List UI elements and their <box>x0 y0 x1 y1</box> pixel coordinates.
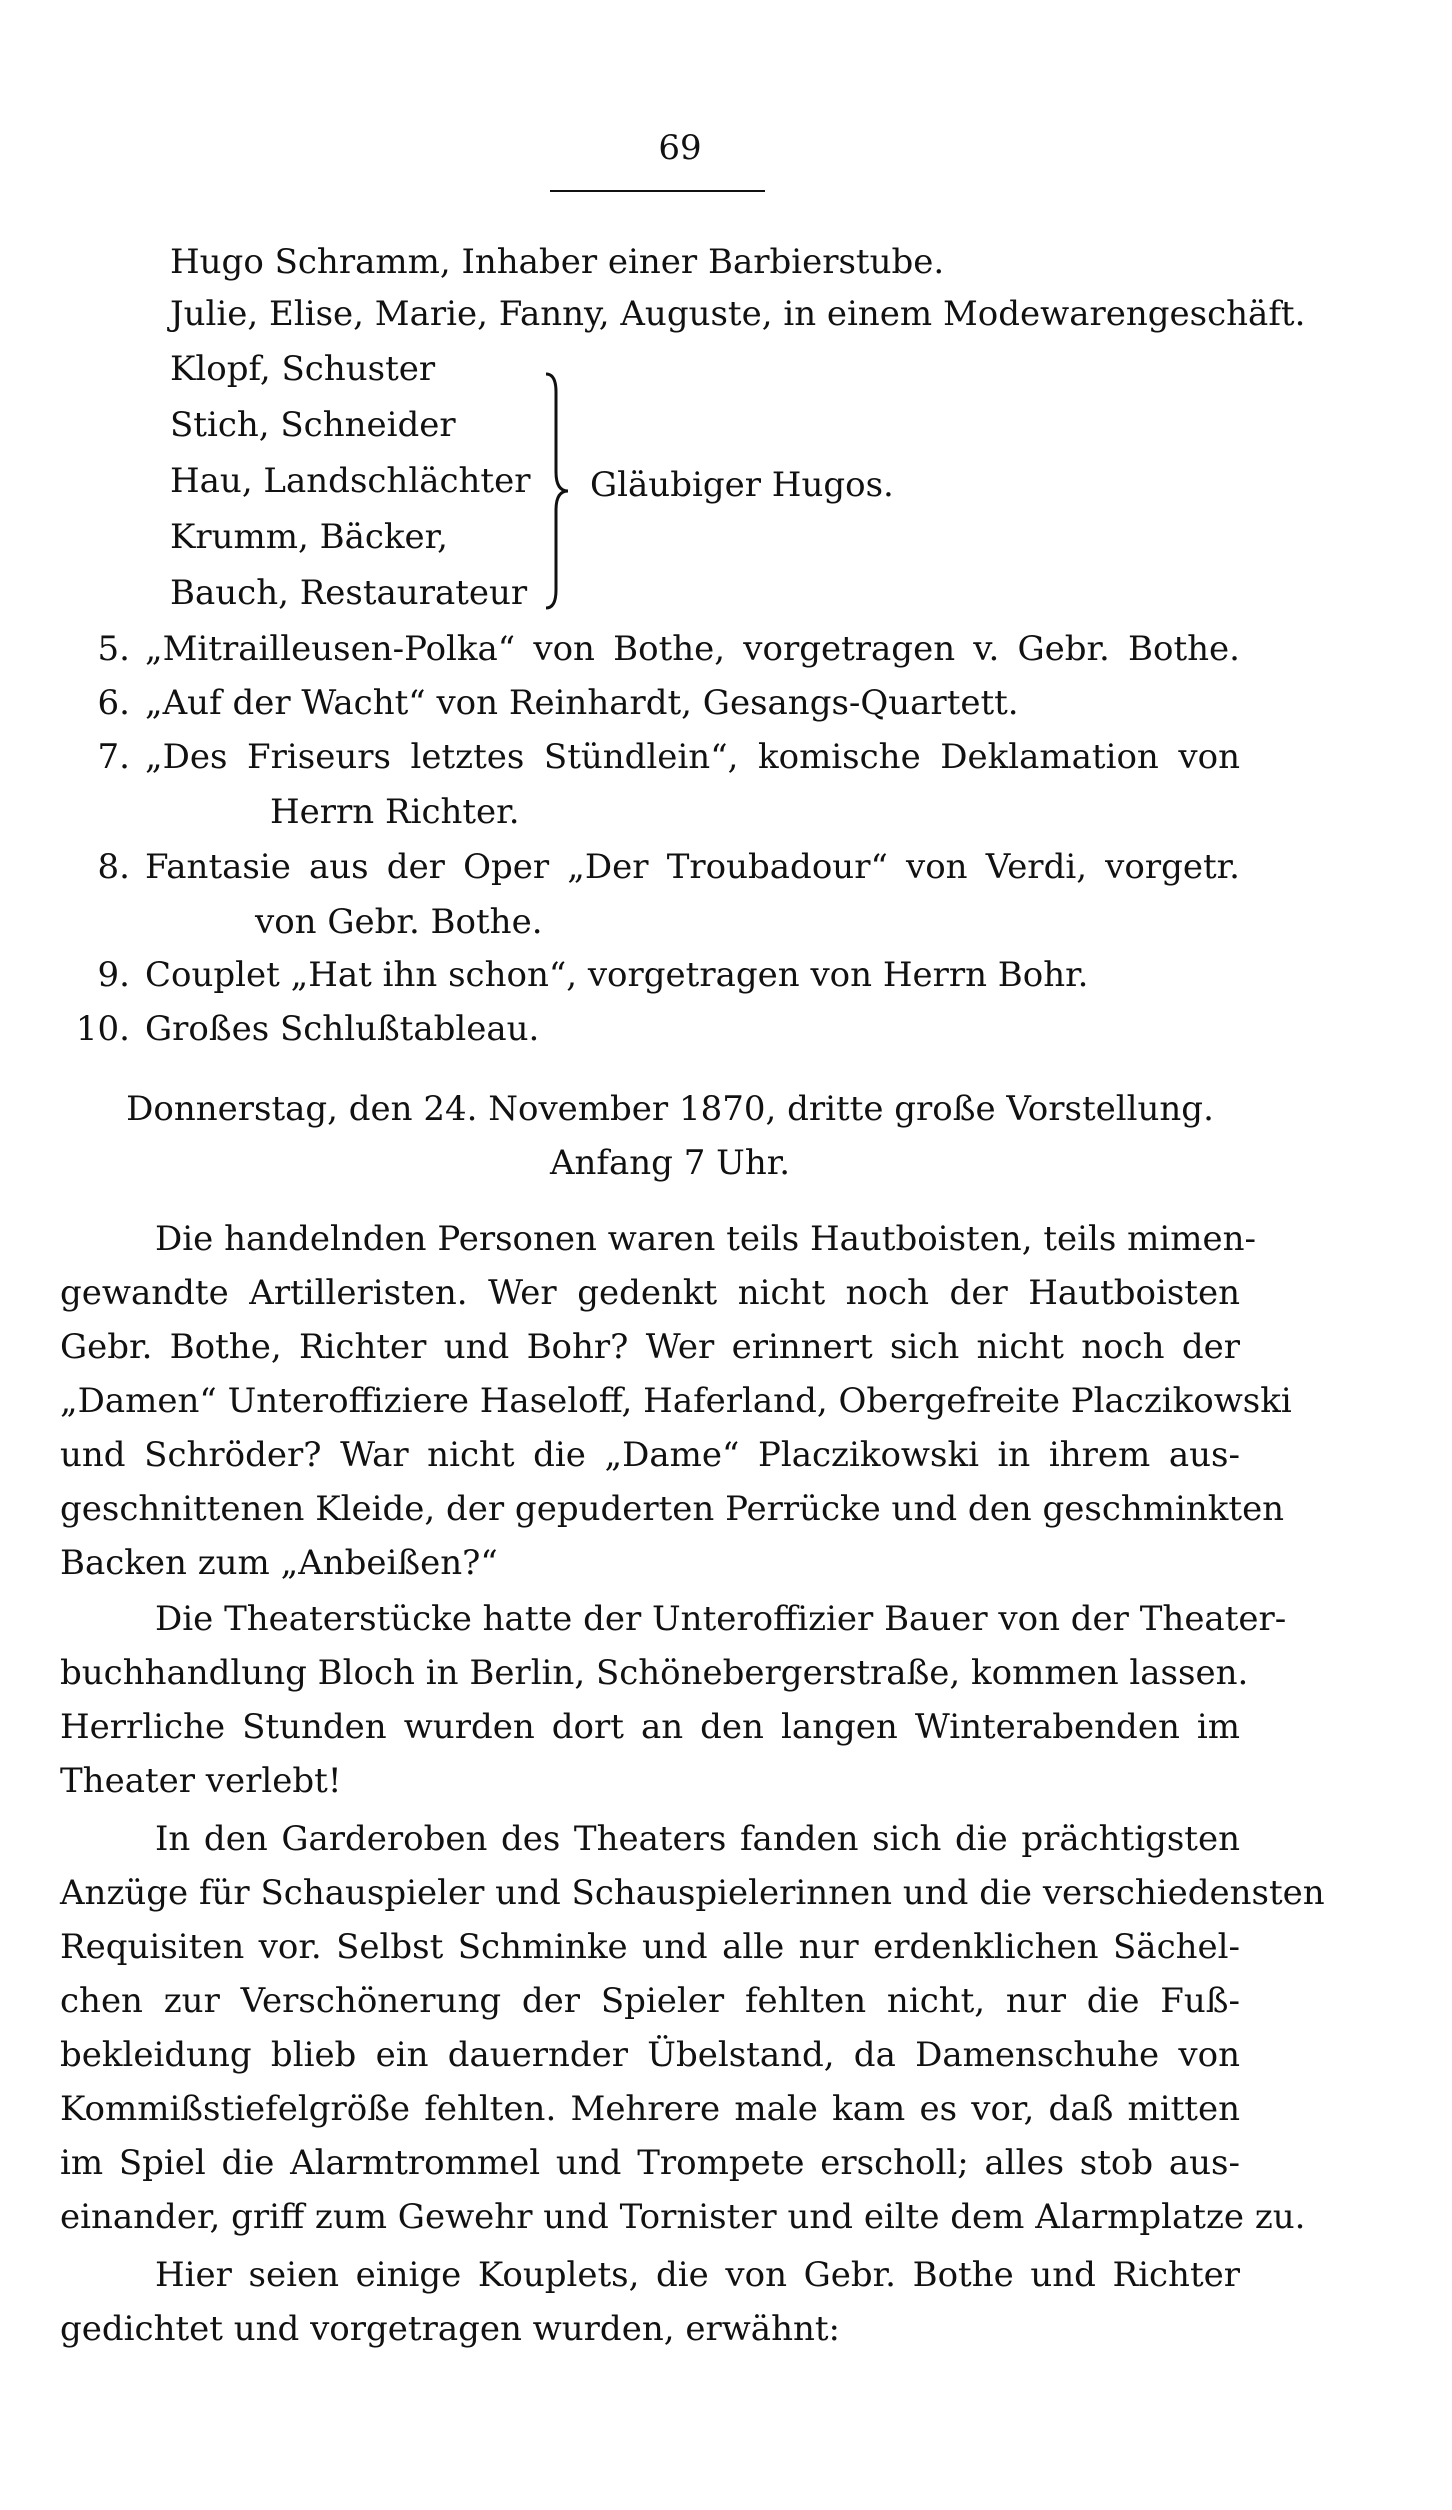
creditor-name: Hau, Landschlächter <box>170 461 531 501</box>
paragraph-line: Theater verlebt! <box>60 1761 342 1801</box>
program-number: 9. <box>97 955 130 995</box>
paragraph-line: Die handelnden Personen waren teils Hautboisten, teils mimen- <box>155 1219 1256 1259</box>
paragraph-line: Requisiten vor. Selbst Schminke und alle nur erdenklichen Sächel- <box>60 1927 1240 1967</box>
creditor-name: Stich, Schneider <box>170 405 456 445</box>
paragraph-line: „Damen“ Unteroffiziere Haseloff, Haferland, Obergefreite Placzikowski <box>60 1381 1292 1421</box>
paragraph-line: Hier seien einige Kouplets, die von Gebr. Bothe und Richter <box>155 2255 1240 2295</box>
paragraph-line: geschnittenen Kleide, der gepuderten Perrücke und den geschminkten <box>60 1489 1285 1529</box>
paragraph-line: einander, griff zum Gewehr und Tornister und eilte dem Alarmplatze zu. <box>60 2197 1306 2237</box>
program-number: 5. <box>97 629 130 669</box>
program-item: „Auf der Wacht“ von Reinhardt, Gesangs-Quartett. <box>145 683 1019 723</box>
program-item-continuation: von Gebr. Bothe. <box>255 902 543 942</box>
paragraph-line: Anzüge für Schauspieler und Schauspielerinnen und die verschiedensten <box>60 1873 1325 1913</box>
paragraph-line: bekleidung blieb ein dauernder Übelstand, da Damenschuhe von <box>60 2035 1240 2075</box>
page-number: 69 <box>658 128 702 168</box>
program-item: „Des Friseurs letztes Stündlein“, komische Deklamation von <box>145 737 1240 777</box>
program-item: Couplet „Hat ihn schon“, vorgetragen von Herrn Bohr. <box>145 955 1089 995</box>
paragraph-line: buchhandlung Bloch in Berlin, Schönebergerstraße, kommen lassen. <box>60 1653 1249 1693</box>
paragraph-line: Gebr. Bothe, Richter und Bohr? Wer erinnert sich nicht noch der <box>60 1327 1240 1367</box>
program-item: Großes Schlußtableau. <box>145 1009 540 1049</box>
performance-time: Anfang 7 Uhr. <box>549 1143 791 1183</box>
program-number: 10. <box>75 1009 130 1049</box>
paragraph-line: chen zur Verschönerung der Spieler fehlten nicht, nur die Fuß- <box>60 1981 1240 2021</box>
program-item: „Mitrailleusen-Polka“ von Bothe, vorgetragen v. Gebr. Bothe. <box>145 629 1240 669</box>
program-item: Fantasie aus der Oper „Der Troubadour“ von Verdi, vorgetr. <box>145 847 1240 887</box>
creditor-name: Klopf, Schuster <box>170 349 436 389</box>
paragraph-line: In den Garderoben des Theaters fanden sich die prächtigsten <box>155 1819 1240 1859</box>
paragraph-line: Backen zum „Anbeißen?“ <box>60 1543 498 1583</box>
creditors-label: Gläubiger Hugos. <box>590 465 894 505</box>
paragraph-line: und Schröder? War nicht die „Dame“ Placzikowski in ihrem aus- <box>60 1435 1240 1475</box>
performance-heading: Donnerstag, den 24. November 1870, dritte große Vorstellung. <box>126 1089 1214 1129</box>
curly-brace-icon <box>542 372 572 610</box>
program-number: 6. <box>97 683 130 723</box>
paragraph-line: Herrliche Stunden wurden dort an den langen Winterabenden im <box>60 1707 1240 1747</box>
cast-line: Hugo Schramm, Inhaber einer Barbierstube. <box>170 242 945 282</box>
paragraph-line: Kommißstiefelgröße fehlten. Mehrere male kam es vor, daß mitten <box>60 2089 1240 2129</box>
program-number: 7. <box>97 737 130 777</box>
paragraph-line: Die Theaterstücke hatte der Unteroffizier Bauer von der Theater- <box>155 1599 1287 1639</box>
creditor-name: Krumm, Bäcker, <box>170 517 448 557</box>
paragraph-line: gewandte Artilleristen. Wer gedenkt nicht noch der Hautboisten <box>60 1273 1240 1313</box>
header-rule <box>550 190 765 192</box>
cast-line: Julie, Elise, Marie, Fanny, Auguste, in einem Modewarengeschäft. <box>170 294 1306 334</box>
program-number: 8. <box>97 847 130 887</box>
paragraph-line: gedichtet und vorgetragen wurden, erwähnt: <box>60 2309 840 2349</box>
paragraph-line: im Spiel die Alarmtrommel und Trompete erscholl; alles stob aus- <box>60 2143 1240 2183</box>
program-item-continuation: Herrn Richter. <box>270 792 520 832</box>
creditor-name: Bauch, Restaurateur <box>170 573 528 613</box>
